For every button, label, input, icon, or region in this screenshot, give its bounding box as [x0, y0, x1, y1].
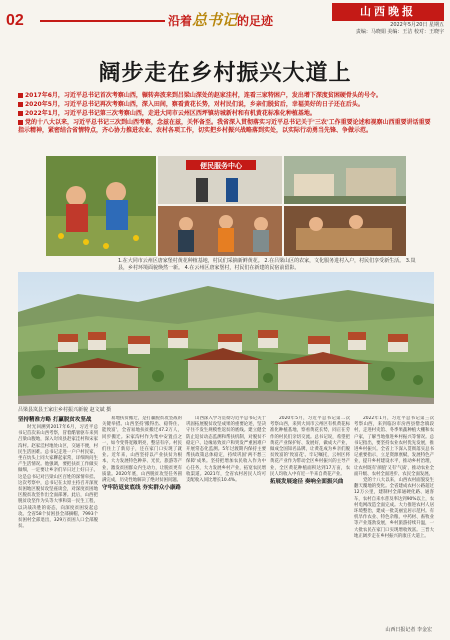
article-paragraph: 党的十八大以来，山西农村面貌发生翻天覆地的变化。全省建成农村公路超过12万公里，建制村全部通硬化路、通客车，农村自来水普及率达到90%以上，农村电网改造全面完成。大力推进农村人居环境整治，建成一批美丽宜居示范村。有机旱作农业、特色杂粮、中药材、畜牧业等产业蓬勃发展，乡村旅游持续升温，一大批农民在家门口实现增收致富。三晋大地正阔步走在乡村振兴的康庄大道上。: [354, 478, 434, 539]
article-column-2: [102, 416, 182, 622]
column-title-suffix: 的足迹: [237, 14, 274, 28]
photo-caption: 1.在大同市云州区唐家堡村黄花种植基地，村民们采摘新鲜黄花。 2.在吕梁山区的农家，文化服务进村入户，村民们享受新生活。 3.岚县，乡村环境面貌焕然一新。 4.在云州区唐家堡村，村民们在新建的民宿前留影。: [118, 258, 416, 271]
article-body: [18, 416, 434, 622]
subheading: 拓展发展途径 奏响全面振兴曲: [270, 479, 344, 486]
article-paragraph: 山西深入学习贯彻习近平总书记关于巩固拓展脱贫攻坚成果的重要论述，坚决守住不发生规模性返贫的底线。建立健全防止返贫动态监测和帮扶机制，对脱贫不稳定户、边缘易致贫户和突发严重困难户开展常态化监测。5年过渡期内保持主要帮扶政策总体稳定，持续巩固'两不愁三保障'成果。坚持把增加农民收入作为中心任务，大力发展乡村产业，拓宽农民增收渠道。2021年，全省农村居民人均可支配收入同比增长10.4%。: [186, 416, 266, 484]
timeline-item: [18, 92, 434, 100]
article-paragraph: 时光回溯到2017年6月，习近平总书记首次来山西考察，冒着酷暑驱车来到吕梁山腹地，深入岢岚县赵家洼村和宋家沟村。赵家洼村地处山区，交通不便，村民生活困难。总书记走进一户户村民家，坐在炕头上同大家聊起家常，详细询问生产生活情况。他强调，要把扶贫工作做实做细，一定要让乡亲们早日过上好日子。这是总书记对吕梁山区百姓的深情牵挂。这次考察中，总书记在太原主持召开深度贫困地区脱贫攻坚座谈会，对深度贫困地区脱贫攻坚作出全面部署。此后，山西把脱贫攻坚作为头等大事和第一民生工程，以决战决胜的姿态，向深度贫困发起总攻。全省58个贫困县全部摘帽，7993个贫困村全部退出，329万贫困人口全部脱贫。: [18, 425, 98, 530]
page-header: [0, 0, 450, 40]
photo-collage-image: [46, 156, 406, 256]
timeline-text: 党的十八大以来，习近平总书记三次到山西考察，念兹在兹，关怀备至。我省深入贯彻落实习近平总书记关于'三农'工作重要论述和视察山西重要讲话重要指示精神，紧密结合省情特点，齐心协力推进农业、农村各项工作，切实把乡村振兴战略落到实处，以实际行动勇当先锋、争做示范。: [18, 119, 431, 134]
reporter-credit: 山西日报记者 李金宏: [385, 627, 432, 633]
header-rule: [40, 20, 165, 22]
subheading: 守牢防返贫底线 夯实群众小康路: [102, 485, 181, 492]
timeline-item: [18, 101, 434, 109]
photo-collage: [46, 156, 406, 256]
timeline: [18, 92, 434, 136]
article-column-5: [354, 416, 434, 622]
signboard-text: 便民服务中心: [200, 162, 242, 170]
timeline-item: [18, 110, 434, 118]
photo-credit: 吕梁县岚县王家庄乡村振兴新貌 赵文斌 摄: [18, 407, 112, 413]
timeline-text: 2020年5月，习近平总书记再次考察山西，深入田间，察看黄花长势，对村民们说，乡亲们脱贫后，幸福美好的日子还在后头。: [25, 101, 364, 108]
editors-line: 责编：马晓娟 美编：王洁 校对：王晓宇: [355, 29, 444, 35]
article-column-3: [186, 416, 266, 622]
article-column-1: [18, 416, 98, 622]
column-title: [168, 9, 273, 30]
column-title-prefix: 沿着: [168, 14, 193, 28]
main-headline: 阔步走在乡村振兴大道上: [98, 60, 352, 86]
bullet-icon: [18, 102, 23, 107]
timeline-text: 2022年1月，习近平总书记第三次考察山西，走进大同市云州区西坪镇坊城新村和有机黄花标准化种植基地。: [25, 110, 316, 117]
issue-date: 2022年5月20日 星期五: [390, 22, 444, 28]
column-title-highlight: 总书记: [192, 11, 238, 29]
timeline-text: 2017年6月，习近平总书记首次考察山西，辗转奔波来到吕梁山深处的赵家洼村，连看三家特困户，发出增下深度贫困硬骨头的号令。: [25, 92, 382, 99]
article-paragraph: 易地扶贫搬迁，是打赢脱贫攻坚战的关键举措。山西坚持'搬得出、稳得住、能致富'，全省易地扶贫搬迁47.2万人，同步搬迁。宋家沟村作为集中安置点之一，如今变得宽敞明亮，整洁有序。村民们住上了新房子，还在家门口实现了就业。近年来，山西坚持以产业扶贫为根本，大力发展特色种养、光伏、旅游等产业，激发贫困群众内生动力，让脱贫更有质量。2020年底，山西脱贫攻坚任务圆满完成，历史性地解决了绝对贫困问题。: [102, 416, 182, 484]
page-number: 02: [6, 12, 24, 29]
bullet-icon: [18, 93, 23, 98]
article-column-4: [270, 416, 350, 622]
bullet-icon: [18, 111, 23, 116]
issue-info: [332, 22, 444, 36]
newspaper-logo: 山西晚报: [332, 3, 444, 21]
subheading: 坚持精准方略 打赢脱贫攻坚战: [18, 417, 92, 423]
article-paragraph: 2022年1月，习近平总书记第三次考察山西，来到临汾市汾西县僧念镇段村，走进村史馆、冬季果蔬种植大棚和农户家，了解当地推进乡村振兴等情况。总书记指出，要坚持农业农村优先发展，推进乡村振兴。全省上下深入贯彻落实总书记重要指示，立足资源禀赋，发展特色产业，提升乡村建设水平，推动乡村治理，让农村既有'颜值'又有'气质'，推动农业全面升级、农村全面进步、农民全面发展。: [354, 416, 434, 477]
village-panorama-photo: [18, 272, 434, 404]
timeline-item: [18, 119, 434, 135]
bullet-icon: [18, 120, 23, 125]
article-paragraph: 2020年5月，习近平总书记第二次考察山西，来到大同市云州区有机黄花标准化种植基地，察看黄花长势，同正在劳作的村民们亲切交流。总书记说，希望把黄花产业保护好、发展好，做成大产业，做成全国知名品牌，让黄花成为乡亲们脱贫致富的'致富花'。牢记嘱托，云州区将黄花产业作为带动全区乡村振兴的主导产业，全区黄花种植面积达到17万亩，农民人均收入中有近一半来自黄花产业。: [270, 416, 350, 477]
